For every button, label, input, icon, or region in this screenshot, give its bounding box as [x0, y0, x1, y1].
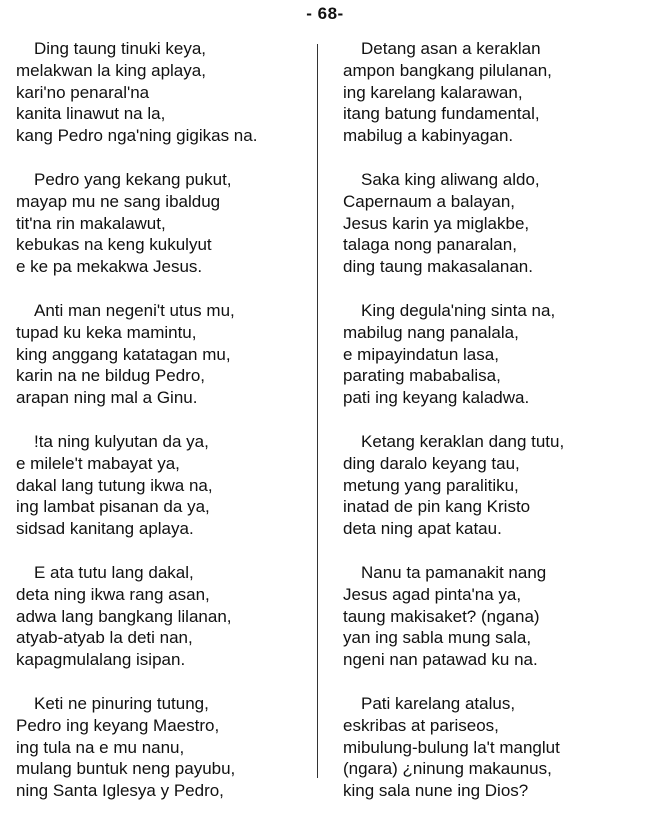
verse-line: ding taung makasalanan. — [343, 257, 533, 277]
verse-line: taung makisaket? (ngana) — [343, 606, 540, 626]
verse-line: king anggang katatagan mu, — [16, 344, 231, 364]
right-column — [343, 38, 643, 824]
verse-line: talaga nong panaralan, — [343, 235, 517, 255]
stanza — [16, 431, 311, 540]
verse-line: mibulung-bulung la't manglut — [343, 737, 560, 757]
verse-line: Saka king aliwang aldo, — [361, 169, 540, 189]
verse-line: e milele't mabayat ya, — [16, 453, 180, 473]
left-column — [16, 38, 311, 824]
verse-line: arapan ning mal a Ginu. — [16, 388, 198, 408]
verse-line: ing karelang kalarawan, — [343, 82, 523, 102]
verse-line: tit'na rin makalawut, — [16, 213, 166, 233]
stanza — [16, 300, 311, 409]
verse-line: Pedro yang kekang pukut, — [34, 169, 232, 189]
verse-line: metung yang paralitiku, — [343, 475, 519, 495]
verse-line: e mipayindatun lasa, — [343, 344, 499, 364]
stanza — [343, 431, 643, 540]
verse-line: Jesus karin ya miglakbe, — [343, 213, 530, 233]
verse-line: mulang buntuk neng payubu, — [16, 759, 236, 779]
stanza — [343, 38, 643, 147]
stanza — [16, 562, 311, 671]
verse-line: Detang asan a keraklan — [361, 39, 541, 58]
verse-line: eskribas at pariseos, — [343, 715, 499, 735]
verse-line: inatad de pin kang Kristo — [343, 497, 531, 517]
verse-line: Ketang keraklan dang tutu, — [361, 431, 565, 451]
verse-line: karin na ne bildug Pedro, — [16, 366, 206, 386]
verse-line: kebukas na keng kukulyut — [16, 235, 212, 255]
verse-line: ding daralo keyang tau, — [343, 453, 520, 473]
verse-line: mabilug nang panalala, — [343, 322, 519, 342]
verse-line: (ngara) ¿ninung makaunus, — [343, 759, 552, 779]
verse-line: parating mababalisa, — [343, 366, 501, 386]
verse-line: Jesus agad pinta'na ya, — [343, 584, 522, 604]
verse-line: Nanu ta pamanakit nang — [361, 562, 547, 582]
verse-line: deta ning ikwa rang asan, — [16, 584, 210, 604]
verse-line: mayap mu ne sang ibaldug — [16, 191, 221, 211]
verse-line: deta ning apat katau. — [343, 519, 502, 539]
verse-line: Pedro ing keyang Maestro, — [16, 715, 220, 735]
verse-line: Pati karelang atalus, — [361, 693, 516, 713]
verse-line: adwa lang bangkang lilanan, — [16, 606, 232, 626]
verse-line: melakwan la king aplaya, — [16, 60, 206, 80]
stanza — [343, 562, 643, 671]
verse-line: kang Pedro nga'ning gigikas na. — [16, 126, 258, 146]
verse-line: e ke pa mekakwa Jesus. — [16, 257, 203, 277]
stanza — [343, 169, 643, 278]
verse-line: sidsad kanitang aplaya. — [16, 519, 194, 539]
verse-line: king sala nune ing Dios? — [343, 781, 529, 801]
verse-line: kanita linawut na la, — [16, 104, 166, 124]
verse-line: pati ing keyang kaladwa. — [343, 388, 530, 408]
verse-line: ngeni nan patawad ku na. — [343, 650, 538, 670]
stanza — [343, 693, 643, 802]
verse-line: Ding taung tinuki keya, — [34, 39, 206, 58]
verse-line: kapagmulalang isipan. — [16, 650, 186, 670]
verse-line: Capernaum a balayan, — [343, 191, 516, 211]
verse-line: mabilug a kabinyagan. — [343, 126, 514, 146]
verse-line: !ta ning kulyutan da ya, — [34, 431, 209, 451]
page-number: - 68- — [306, 4, 344, 23]
verse-line: yan ing sabla mung sala, — [343, 628, 532, 648]
column-divider — [317, 44, 318, 778]
stanza — [16, 38, 311, 147]
verse-line: atyab-atyab la deti nan, — [16, 628, 193, 648]
verse-line: tupad ku keka mamintu, — [16, 322, 197, 342]
verse-line: dakal lang tutung ikwa na, — [16, 475, 213, 495]
stanza — [16, 169, 311, 278]
verse-line: Anti man negeni't utus mu, — [34, 300, 235, 320]
verse-line: ing lambat pisanan da ya, — [16, 497, 210, 517]
verse-line: kari'no penaral'na — [16, 82, 150, 102]
verse-line: King degula'ning sinta na, — [361, 300, 556, 320]
verse-line: E ata tutu lang dakal, — [34, 562, 194, 582]
verse-line: ing tula na e mu nanu, — [16, 737, 185, 757]
verse-line: ning Santa Iglesya y Pedro, — [16, 781, 224, 801]
stanza — [16, 693, 311, 802]
verse-line: Keti ne pinuring tutung, — [34, 693, 209, 713]
verse-line: ampon bangkang pilulanan, — [343, 60, 552, 80]
stanza — [343, 300, 643, 409]
verse-line: itang batung fundamental, — [343, 104, 540, 124]
